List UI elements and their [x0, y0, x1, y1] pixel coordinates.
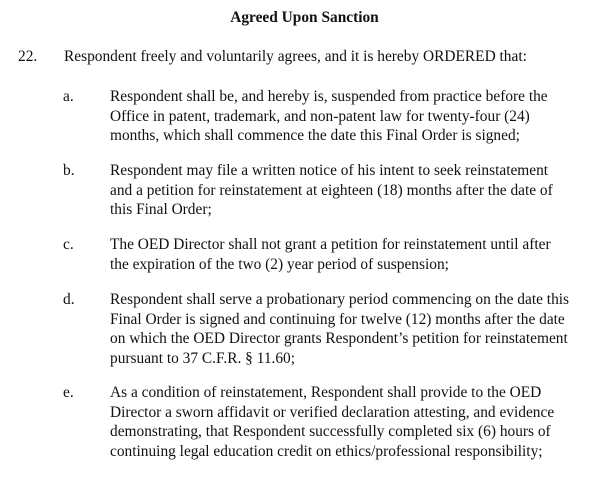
item-line: continuing legal education credit on ethics/professional responsibility;: [110, 442, 543, 460]
item-line: on which the OED Director grants Respondent’s petition for reinstatement: [110, 330, 568, 348]
item-text: [110, 161, 602, 220]
item-letter: e.: [63, 384, 74, 401]
item-line: Final Order is signed and continuing for twelve (12) months after the date: [110, 310, 565, 328]
item-text: [110, 87, 602, 146]
item-letter: d.: [63, 291, 75, 308]
section-heading: Agreed Upon Sanction: [230, 9, 379, 26]
item-text: [110, 290, 602, 368]
item-text: [110, 383, 602, 461]
item-line: The OED Director shall not grant a petition for reinstatement until after: [110, 236, 551, 253]
item-line: and a petition for reinstatement at eighteen (18) months after the date of: [110, 181, 553, 199]
item-text: [110, 235, 602, 274]
item-letter: a.: [63, 88, 74, 105]
item-line: Respondent may file a written notice of his intent to seek reinstatement: [110, 162, 549, 179]
item-line: Respondent shall serve a probationary period commencing on the date this: [110, 291, 570, 308]
item-letter: c.: [63, 236, 74, 253]
item-line: Respondent shall be, and hereby is, suspended from practice before the: [110, 88, 548, 105]
item-letter: b.: [63, 162, 75, 179]
item-line: Director a sworn affidavit or verified declaration attesting, and evidence: [110, 403, 555, 421]
paragraph-text: Respondent freely and voluntarily agrees, and it is hereby ORDERED that:: [64, 48, 527, 65]
item-line: demonstrating, that Respondent successfully completed six (6) hours of: [110, 423, 551, 441]
item-line: the expiration of the two (2) year period of suspension;: [110, 255, 449, 273]
item-line: As a condition of reinstatement, Respondent shall provide to the OED: [110, 384, 542, 401]
item-line: this Final Order;: [110, 201, 212, 219]
item-line: months, which shall commence the date this Final Order is signed;: [110, 127, 520, 145]
paragraph-number: 22.: [18, 48, 38, 65]
item-line: Office in patent, trademark, and non-patent law for twenty-four (24): [110, 107, 530, 125]
item-line: pursuant to 37 C.F.R. § 11.60;: [110, 349, 296, 367]
